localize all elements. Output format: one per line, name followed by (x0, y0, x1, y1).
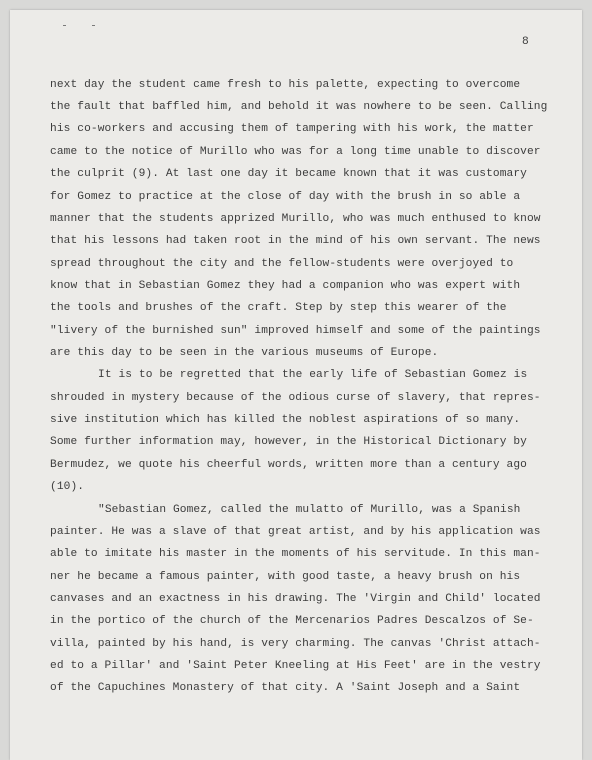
text-line: the fault that baffled him, and behold it was nowhere to be seen. Calling (50, 101, 548, 113)
stray-mark (92, 25, 95, 26)
text-line: next day the student came fresh to his palette, expecting to overcome (50, 79, 521, 91)
text-line: "livery of the burnished sun" improved himself and some of the paintings (50, 325, 541, 337)
text-line: for Gomez to practice at the close of day with the brush in so able a (50, 191, 521, 203)
text-line: sive institution which has killed the noblest aspirations of so many. (50, 414, 521, 426)
text-line: his co-workers and accusing them of tampering with his work, the matter (50, 123, 534, 135)
text-line: spread throughout the city and the fellow-students were overjoyed to (50, 258, 514, 270)
text-line: are this day to be seen in the various museums of Europe. (50, 347, 439, 359)
page-number: 8 (522, 36, 529, 48)
text-line: able to imitate his master in the moments of his servitude. In this man- (50, 548, 541, 560)
text-line: villa, painted by his hand, is very charming. The canvas 'Christ attach- (50, 638, 541, 650)
text-line: Bermudez, we quote his cheerful words, written more than a century ago (50, 459, 527, 471)
text-line: know that in Sebastian Gomez they had a companion who was expert with (50, 280, 521, 292)
text-line: manner that the students apprized Murillo, who was much enthused to know (50, 213, 541, 225)
text-line: shrouded in mystery because of the odious curse of slavery, that repres- (50, 392, 541, 404)
paragraph-first-line: It is to be regretted that the early life of Sebastian Gomez is (98, 369, 528, 381)
text-line: ed to a Pillar' and 'Saint Peter Kneeling at His Feet' are in the vestry (50, 660, 541, 672)
text-line: ner he became a famous painter, with good taste, a heavy brush on his (50, 571, 521, 583)
text-line: of the Capuchines Monastery of that city. A 'Saint Joseph and a Saint (50, 682, 521, 694)
text-line: came to the notice of Murillo who was for a long time unable to discover (50, 146, 541, 158)
text-line: in the portico of the church of the Mercenarios Padres Descalzos of Se- (50, 615, 534, 627)
text-line: the tools and brushes of the craft. Step by step this wearer of the (50, 302, 507, 314)
stray-mark (63, 25, 66, 26)
typewritten-page (10, 10, 582, 760)
text-line: painter. He was a slave of that great artist, and by his application was (50, 526, 541, 538)
text-line: (10). (50, 481, 85, 493)
text-line: that his lessons had taken root in the mind of his own servant. The news (50, 235, 541, 247)
text-line: canvases and an exactness in his drawing. The 'Virgin and Child' located (50, 593, 541, 605)
text-line: Some further information may, however, in the Historical Dictionary by (50, 436, 527, 448)
paragraph-first-line: "Sebastian Gomez, called the mulatto of Murillo, was a Spanish (98, 504, 521, 516)
text-line: the culprit (9). At last one day it became known that it was customary (50, 168, 527, 180)
